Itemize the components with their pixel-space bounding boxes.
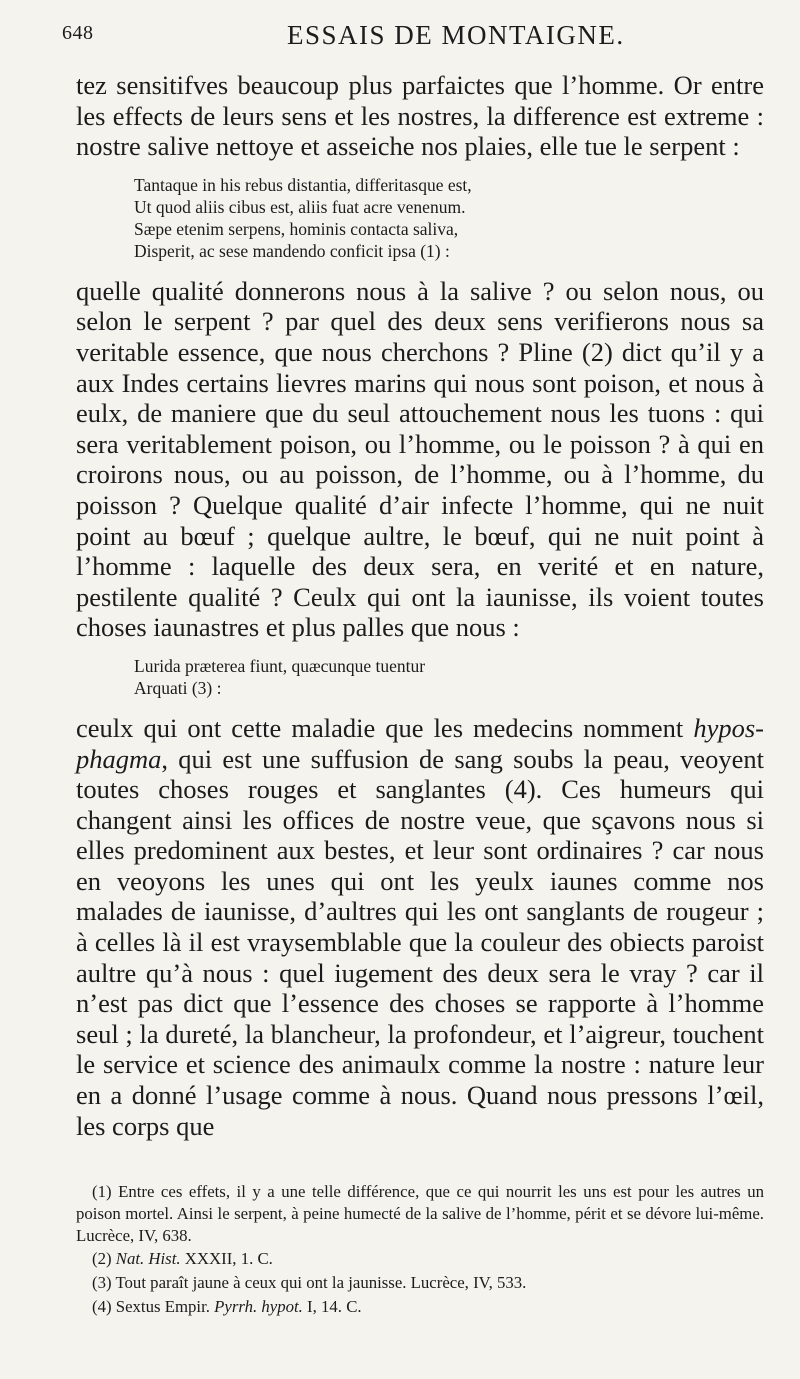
footnotes bbox=[76, 1181, 764, 1320]
footnote-text: (4) Sextus Empir. bbox=[92, 1296, 215, 1316]
footnote-text: XXXII, 1. C. bbox=[180, 1249, 273, 1269]
footnote-text: (2) bbox=[92, 1249, 116, 1269]
quote-line: Sæpe etenim serpens, hominis contacta saliva, bbox=[134, 218, 459, 239]
latin-quote-1 bbox=[134, 174, 764, 262]
main-text bbox=[76, 70, 764, 1141]
paragraph-3 bbox=[76, 713, 764, 1141]
paragraph-3-rest: , qui est une suffusion de sang soubs la peau, veoyent toutes choses rouges et sanglantes (4). Ces humeurs qui changent ainsi les offices de nostre veue, que sçavons nous si elles predominent aux bestes, et leur sont ordinaires ? car nous en veoyons les unes qui ont les yeulx iaunes comme nos malades de iaunisse, d’aultres qui les ont sanglants de rougeur ; à celles là il est vraysemblable que la couleur des obiects paroist aultre qu’à nous : quel iugement des deux sera le vray ? car il n’est pas dict que l’essence des choses se rapporte à l’homme seul ; la dureté, la blancheur, la profondeur, et l’aigreur, touchent le service et science des animaulx comme la nostre : nature leur en a donné l’usage comme à nous. Quand nous pressons l’œil, les corps que bbox=[76, 743, 764, 1141]
running-head: ESSAIS DE MONTAIGNE. bbox=[287, 20, 625, 50]
paragraph-2: quelle qualité donnerons nous à la salive ? ou selon nous, ou selon le serpent ? par quel des deux sens verifierons nous sa veritable essence, que nous cherchons ? Pline (2) dict qu’il y a aux Indes certains lievres marins qui nous sont poison, et nous à eulx, de maniere que du seul attouchement nous les tuons : qui sera veritablement poison, ou l’homme, ou le poisson ? à qui en croirons nous, ou au poisson, de l’homme, ou à l’homme, du poisson ? Quelque qualité d’air infecte l’homme, qui ne nuit point au bœuf ; quelque aultre, le bœuf, qui ne nuit point à l’homme : laquelle des deux sera, en verité et en nature, pestilente qualité ? Ceulx qui ont la iaunisse, ils voient toutes choses iaunastres et plus palles que nous : bbox=[76, 275, 764, 643]
paragraph-3-start: ceulx qui ont cette maladie que les medecins nomment bbox=[76, 712, 694, 743]
footnote-text: I, 14. C. bbox=[302, 1296, 362, 1316]
footnote-1: (1) Entre ces effets, il y a une telle différence, que ce qui nourrit les uns est pour les autres un poison mortel. Ainsi le serpent, à peine humecté de la salive de l’homme, périt et se dévore lui-même. Lucrèce, IV, 638. bbox=[76, 1182, 764, 1245]
latin-quote-2 bbox=[134, 655, 764, 699]
medical-term: hypos-phagma bbox=[76, 712, 764, 774]
quote-line: Ut quod aliis cibus est, aliis fuat acre venenum. bbox=[134, 196, 466, 217]
quote-line: Tantaque in his rebus distantia, differitasque est, bbox=[134, 174, 472, 195]
page-number: 648 bbox=[62, 22, 94, 44]
footnote-2 bbox=[76, 1248, 764, 1270]
quote-line: Arquati (3) : bbox=[134, 677, 222, 698]
footnote-4 bbox=[76, 1296, 764, 1318]
paragraph-1: tez sensitifves beaucoup plus parfaictes que l’homme. Or entre les effects de leurs sens et les nostres, la difference est extreme : nostre salive nettoye et asseiche nos plaies, elle tue le serpent : bbox=[76, 70, 764, 162]
quote-line: Lurida præterea fiunt, quæcunque tuentur bbox=[134, 655, 426, 676]
footnote-citation: Pyrrh. hypot. bbox=[214, 1296, 303, 1316]
quote-line: Disperit, ac sese mandendo conficit ipsa (1) : bbox=[134, 240, 450, 261]
footnote-citation: Nat. Hist. bbox=[115, 1249, 181, 1269]
page-header bbox=[62, 20, 760, 60]
footnote-3: (3) Tout paraît jaune à ceux qui ont la jaunisse. Lucrèce, IV, 533. bbox=[92, 1273, 527, 1293]
